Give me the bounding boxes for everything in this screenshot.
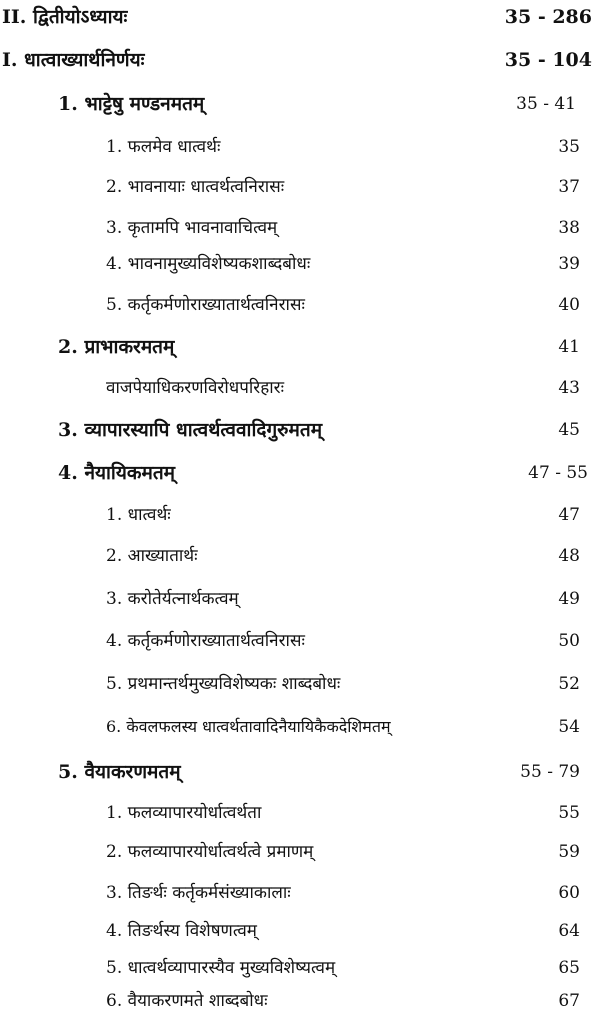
toc-entry <box>0 796 600 830</box>
toc-entry-page: 67 <box>558 991 580 1011</box>
toc-entry-page: 35 - 41 <box>516 94 576 114</box>
toc-entry <box>0 624 600 658</box>
toc-entry-page: 45 <box>558 420 580 440</box>
toc-entry-title: 5. कर्तृकर्मणोराख्यातार्थत्वनिरासः <box>106 295 305 315</box>
toc-entry-title: 3. तिङर्थः कर्तृकर्मसंख्याकालाः <box>106 883 291 903</box>
toc-entry <box>0 539 600 573</box>
toc-entry-title: 4. कर्तृकर्मणोराख्यातार्थत्वनिरासः <box>106 631 305 651</box>
toc-section-pages: 35 - 104 <box>504 49 592 71</box>
toc-entry-page: 49 <box>558 589 580 609</box>
toc-entry-title: 5. धात्वर्थव्यापारस्यैव मुख्यविशेष्यत्वम् <box>106 958 336 978</box>
toc-section-title: I. धात्वाख्यार्थनिर्णयः <box>2 49 145 71</box>
toc-entry-title: 1. भाट्टेषु मण्डनमतम् <box>58 93 205 115</box>
toc-entry-page: 41 <box>558 337 580 357</box>
toc-section-row <box>0 43 600 77</box>
toc-entry-page: 54 <box>558 717 580 737</box>
toc-entry-title: 6. वैयाकरणमते शाब्दबोधः <box>106 991 268 1011</box>
toc-entry <box>0 498 600 532</box>
toc-entry <box>0 247 600 281</box>
toc-entry-title: 4. तिङर्थस्य विशेषणत्वम् <box>106 921 257 941</box>
toc-entry <box>0 371 600 405</box>
toc-entry-page: 47 <box>558 505 580 525</box>
toc-entry-title: 1. फलमेव धात्वर्थः <box>106 137 221 157</box>
toc-entry <box>0 170 600 204</box>
toc-entry-page: 47 - 55 <box>528 463 588 483</box>
toc-entry-page: 65 <box>558 958 580 978</box>
toc-entry-page: 40 <box>558 295 580 315</box>
toc-entry-page: 64 <box>558 921 580 941</box>
toc-entry-title: 1. धात्वर्थः <box>106 505 171 525</box>
toc-entry <box>0 288 600 322</box>
toc-entry <box>0 87 600 121</box>
toc-entry-page: 60 <box>558 883 580 903</box>
toc-entry <box>0 667 600 701</box>
toc-part-title: II. द्वितीयोऽध्यायः <box>2 6 128 28</box>
toc-entry-title: 4. नैयायिकमतम् <box>58 462 176 484</box>
toc-entry-page: 55 - 79 <box>520 762 580 782</box>
toc-entry-title: 3. व्यापारस्यापि धात्वर्थत्ववादिगुरुमतम् <box>58 419 323 441</box>
toc-entry <box>0 710 600 744</box>
toc-entry-page: 37 <box>558 177 580 197</box>
toc-entry-title: 2. फलव्यापारयोर्धात्वर्थत्वे प्रमाणम् <box>106 842 314 862</box>
toc-entry-title: 2. प्राभाकरमतम् <box>58 336 175 358</box>
toc-entry-page: 38 <box>558 218 580 238</box>
toc-entry <box>0 413 600 447</box>
toc-entry <box>0 755 600 789</box>
toc-entry <box>0 951 600 985</box>
toc-entry-title: 3. करोतेर्यत्नार्थकत्वम् <box>106 589 239 609</box>
toc-entry-title: 2. आख्यातार्थः <box>106 546 198 566</box>
toc-entry-page: 39 <box>558 254 580 274</box>
toc-entry-title: 2. भावनायाः धात्वर्थत्वनिरासः <box>106 177 285 197</box>
toc-entry-page: 35 <box>558 137 580 157</box>
toc-entry <box>0 211 600 245</box>
toc-entry-title: 5. वैयाकरणमतम् <box>58 761 181 783</box>
toc-entry <box>0 456 600 490</box>
toc-entry-title: 5. प्रथमान्तर्थमुख्यविशेष्यकः शाब्दबोधः <box>106 674 341 694</box>
toc-entry <box>0 330 600 364</box>
toc-entry-title: वाजपेयाधिकरणविरोधपरिहारः <box>106 378 285 398</box>
toc-entry-page: 52 <box>558 674 580 694</box>
toc-entry-page: 59 <box>558 842 580 862</box>
toc-entry-page: 55 <box>558 803 580 823</box>
toc-entry-title: 1. फलव्यापारयोर्धात्वर्थता <box>106 803 262 823</box>
toc-entry <box>0 914 600 948</box>
toc-entry-page: 50 <box>558 631 580 651</box>
toc-entry-page: 43 <box>558 378 580 398</box>
toc-part-pages: 35 - 286 <box>504 6 592 28</box>
toc-entry <box>0 876 600 910</box>
toc-entry-title: 6. केवलफलस्य धात्वर्थतावादिनैयायिकैकदेशिमतम् <box>106 717 391 736</box>
toc-entry-title: 4. भावनामुख्यविशेष्यकशाब्दबोधः <box>106 254 311 274</box>
toc-entry <box>0 984 600 1018</box>
toc-entry <box>0 130 600 164</box>
toc-entry-page: 48 <box>558 546 580 566</box>
toc-entry <box>0 835 600 869</box>
toc-entry <box>0 582 600 616</box>
toc-part-row <box>0 0 600 34</box>
toc-entry-title: 3. कृतामपि भावनावाचित्वम् <box>106 218 278 238</box>
